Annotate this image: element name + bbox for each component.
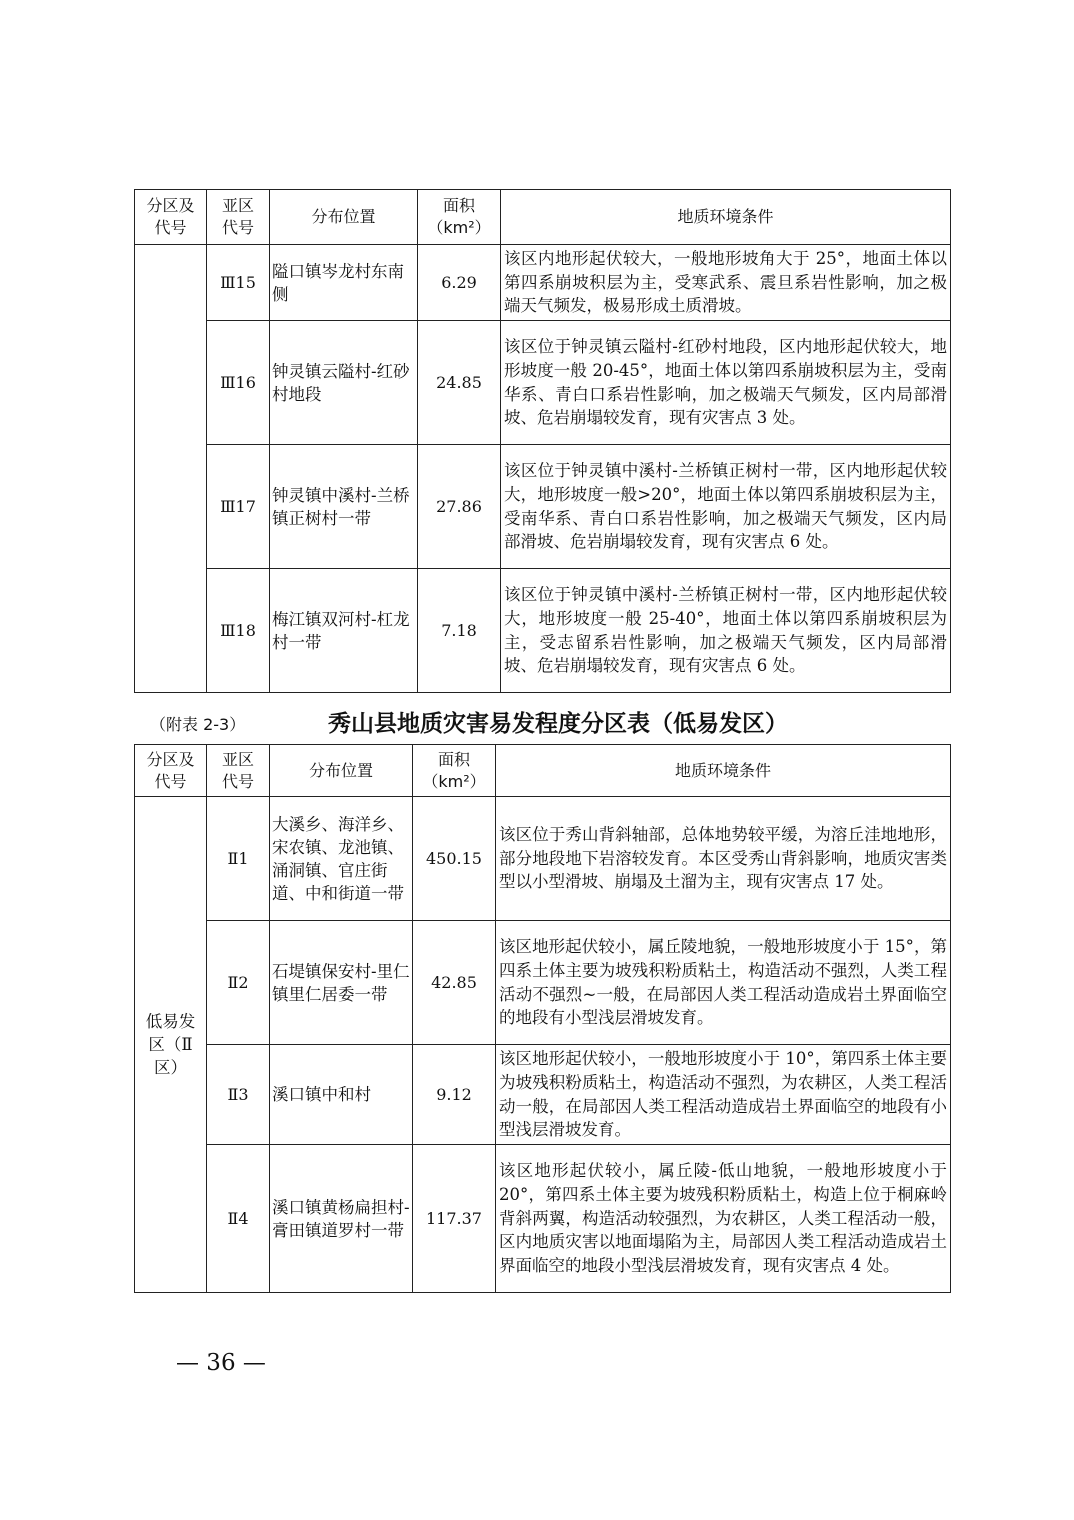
table-row [135, 321, 951, 445]
table-row [135, 797, 951, 921]
area-cell: 6.29 [418, 245, 501, 321]
area-cell: 9.12 [413, 1045, 496, 1145]
table-row [135, 921, 951, 1045]
conditions-cell: 该区位于钟灵镇中溪村-兰桥镇正树村一带，区内地形起伏较大，地形坡度一般>20°，地面土体以第四系崩坡积层为主，受南华系、青白口系岩性影响，加之极端天气频发，区内局部滑坡、危岩崩塌较发育，现有灾害点 6 处。 [501, 445, 951, 569]
subzone-code: Ⅲ15 [207, 245, 270, 321]
area-cell: 27.86 [418, 445, 501, 569]
conditions-cell: 该区位于秀山背斜轴部，总体地势较平缓，为溶丘洼地地形，部分地段地下岩溶较发育。本区受秀山背斜影响，地质灾害类型以小型滑坡、崩塌及土溜为主，现有灾害点 17 处。 [496, 797, 951, 921]
header-subzone: 亚区 代号 [207, 745, 270, 797]
location-cell: 钟灵镇云隘村-红砂村地段 [270, 321, 418, 445]
caption-label: （附表 2-3） [150, 715, 246, 734]
area-cell: 7.18 [418, 569, 501, 693]
location-cell: 钟灵镇中溪村-兰桥镇正树村一带 [270, 445, 418, 569]
low-hazard-zone-table [134, 744, 951, 1293]
header-conditions: 地质环境条件 [501, 190, 951, 245]
header-zone: 分区及 代号 [135, 190, 207, 245]
subzone-code: Ⅲ18 [207, 569, 270, 693]
subzone-code: Ⅱ3 [207, 1045, 270, 1145]
conditions-cell: 该区内地形起伏较大，一般地形坡角大于 25°，地面土体以第四系崩坡积层为主，受寒武系、震旦系岩性影响，加之极端天气频发，极易形成土质滑坡。 [501, 245, 951, 321]
area-cell: 42.85 [413, 921, 496, 1045]
header-zone: 分区及 代号 [135, 745, 207, 797]
location-cell: 梅江镇双河村-杠龙村一带 [270, 569, 418, 693]
area-cell: 117.37 [413, 1145, 496, 1293]
subzone-code: Ⅱ1 [207, 797, 270, 921]
area-cell: 24.85 [418, 321, 501, 445]
table-header-row [135, 190, 951, 245]
conditions-cell: 该区位于钟灵镇云隘村-红砂村地段，区内地形起伏较大，地形坡度一般 20-45°，地面土体以第四系崩坡积层为主，受南华系、青白口系岩性影响，加之极端天气频发，区内局部滑坡、危岩崩塌较发育，现有灾害点 3 处。 [501, 321, 951, 445]
subzone-code: Ⅱ2 [207, 921, 270, 1045]
subzone-code: Ⅱ4 [207, 1145, 270, 1293]
table-row [135, 1145, 951, 1293]
header-location: 分布位置 [270, 190, 418, 245]
area-cell: 450.15 [413, 797, 496, 921]
table-row [135, 569, 951, 693]
header-conditions: 地质环境条件 [496, 745, 951, 797]
table-caption [150, 704, 850, 738]
table-header-row [135, 745, 951, 797]
page-number: — 36 — [176, 1350, 266, 1376]
subzone-code: Ⅲ16 [207, 321, 270, 445]
conditions-cell: 该区位于钟灵镇中溪村-兰桥镇正树村一带，区内地形起伏较大，地形坡度一般 25-40°，地面土体以第四系崩坡积层为主，受志留系岩性影响，加之极端天气频发，区内局部滑坡、危岩崩塌较发育，现有灾害点 6 处。 [501, 569, 951, 693]
location-cell: 石堤镇保安村-里仁镇里仁居委一带 [270, 921, 413, 1045]
header-location: 分布位置 [270, 745, 413, 797]
conditions-cell: 该区地形起伏较小，属丘陵-低山地貌，一般地形坡度小于 20°，第四系土体主要为坡残积粉质粘土，构造上位于桐麻岭背斜两翼，构造活动较强烈，为农耕区，人类工程活动一般，区内地质灾害以地面塌陷为主，局部因人类工程活动造成岩土界面临空的地段小型浅层滑坡发育，现有灾害点 4 处。 [496, 1145, 951, 1293]
header-area: 面积 （km²） [413, 745, 496, 797]
caption-title: 秀山县地质灾害易发程度分区表（低易发区） [328, 711, 788, 737]
zone-cell-empty [135, 245, 207, 693]
subzone-code: Ⅲ17 [207, 445, 270, 569]
table-row [135, 245, 951, 321]
location-cell: 溪口镇中和村 [270, 1045, 413, 1145]
table-row [135, 445, 951, 569]
hazard-table-continued [134, 189, 951, 693]
conditions-cell: 该区地形起伏较小，属丘陵地貌，一般地形坡度小于 15°，第四系土体主要为坡残积粉质粘土，构造活动不强烈，人类工程活动不强烈~一般，在局部因人类工程活动造成岩土界面临空的地段有小型浅层滑坡发育。 [496, 921, 951, 1045]
zone-cell: 低易发 区（Ⅱ 区） [135, 797, 207, 1293]
table-row [135, 1045, 951, 1145]
header-area: 面积 （km²） [418, 190, 501, 245]
location-cell: 隘口镇岑龙村东南侧 [270, 245, 418, 321]
header-subzone: 亚区 代号 [207, 190, 270, 245]
conditions-cell: 该区地形起伏较小，一般地形坡度小于 10°，第四系土体主要为坡残积粉质粘土，构造活动不强烈，为农耕区，人类工程活动一般，在局部因人类工程活动造成岩土界面临空的地段有小型浅层滑坡发育。 [496, 1045, 951, 1145]
location-cell: 大溪乡、海洋乡、宋农镇、龙池镇、涌洞镇、官庄街道、中和街道一带 [270, 797, 413, 921]
location-cell: 溪口镇黄杨扁担村-膏田镇道罗村一带 [270, 1145, 413, 1293]
